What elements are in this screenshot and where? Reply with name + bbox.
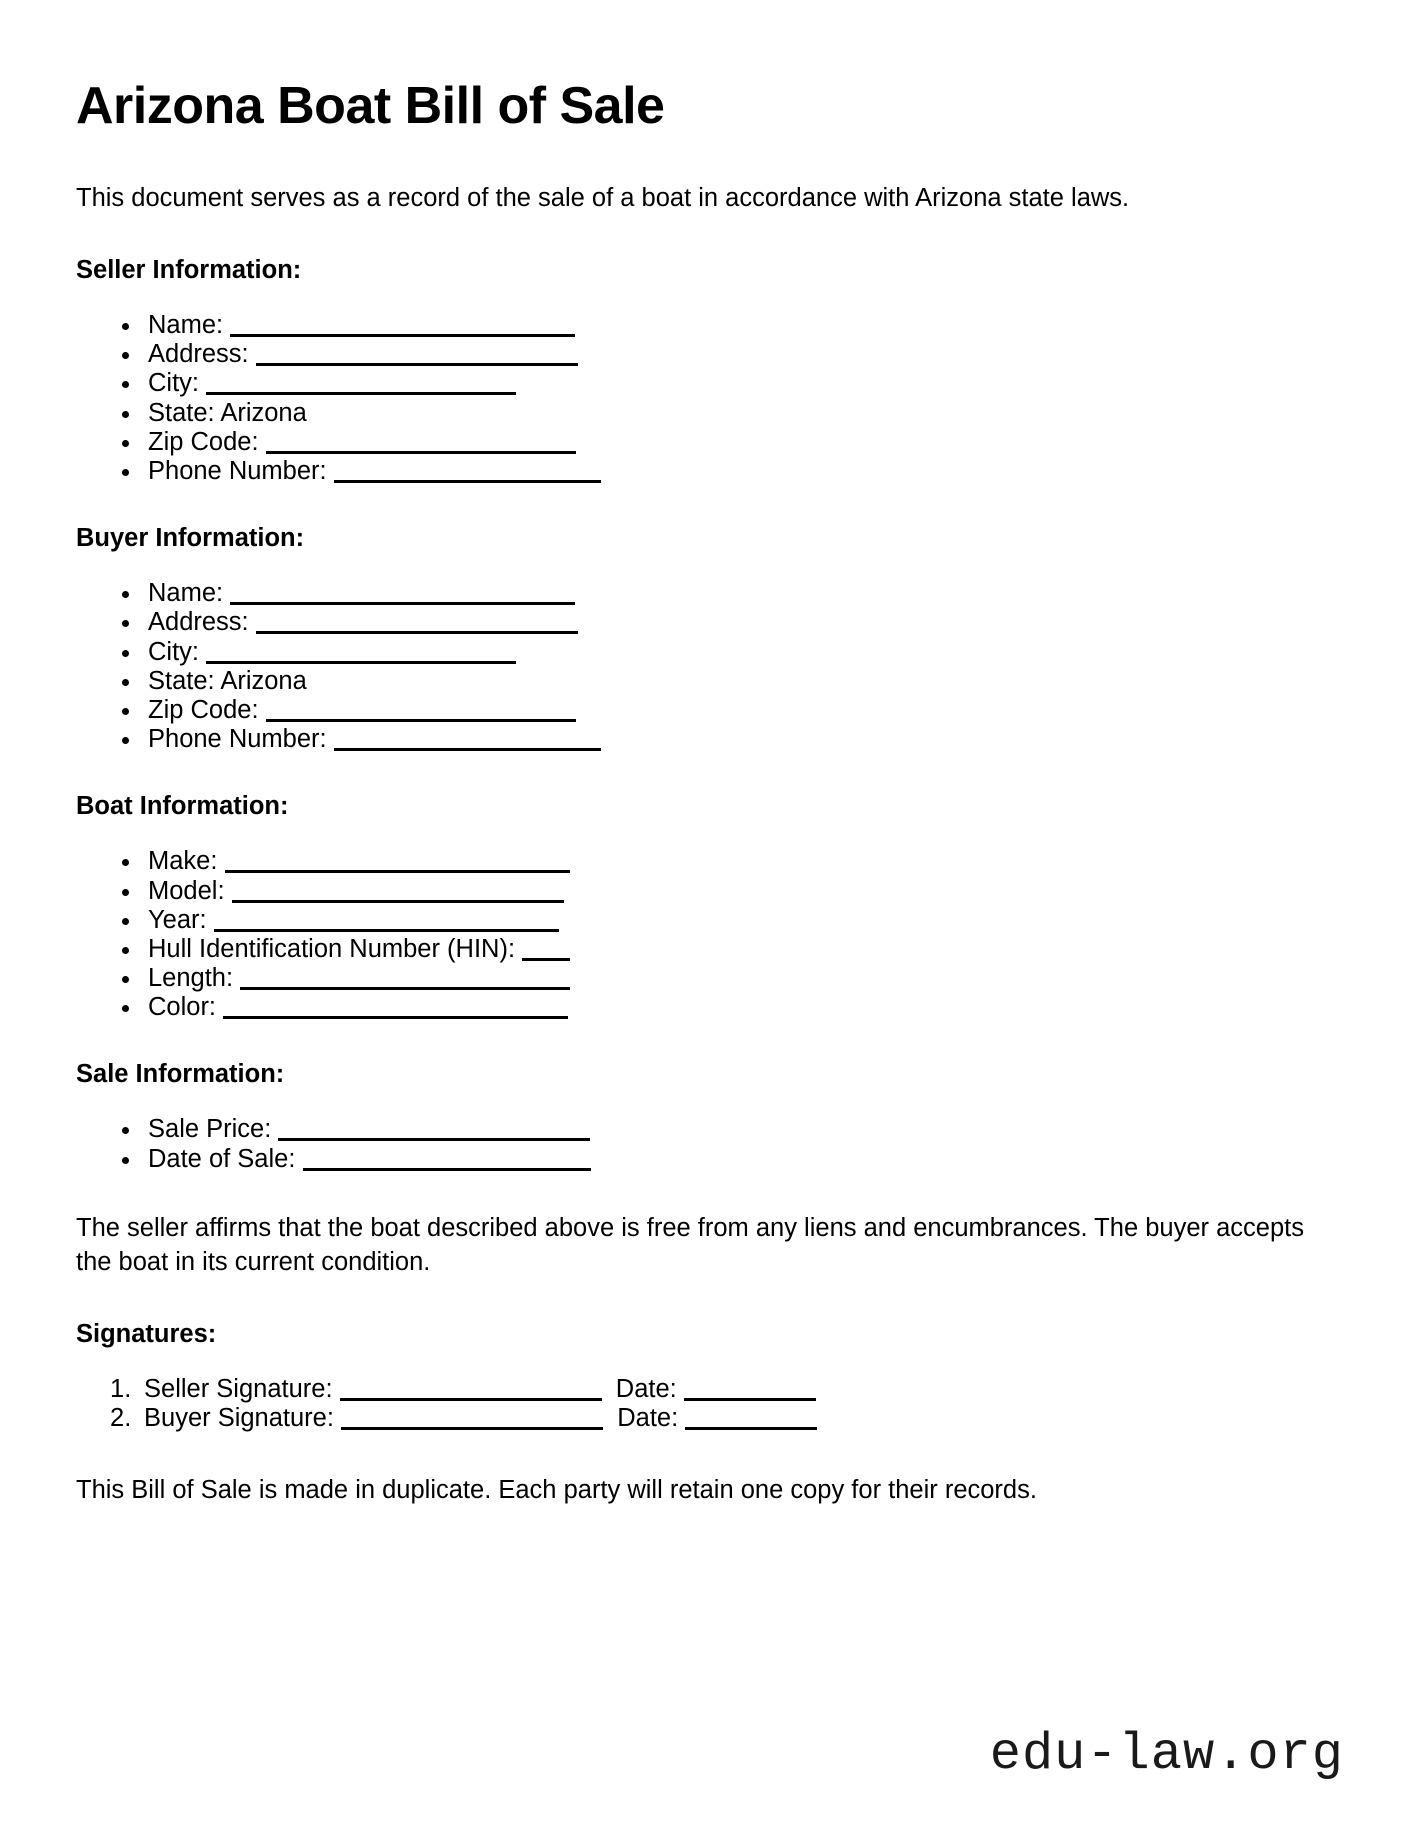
form-field-row — [118, 847, 1340, 876]
form-field-row — [118, 877, 1340, 906]
field-label: Length: — [148, 964, 234, 993]
form-field-row — [118, 906, 1340, 935]
field-blank-line[interactable] — [240, 987, 570, 990]
field-blank-line[interactable] — [232, 900, 564, 903]
form-field-row — [118, 457, 1340, 486]
form-field-row — [118, 428, 1340, 457]
field-label: City: — [148, 369, 199, 398]
form-field-row — [118, 1115, 1340, 1144]
field-label: Phone Number: — [148, 725, 327, 754]
field-blank-line[interactable] — [334, 748, 601, 751]
field-blank-line[interactable] — [214, 929, 559, 932]
form-field-row — [118, 935, 1340, 964]
signature-row — [110, 1375, 1340, 1405]
form-field-row — [118, 993, 1340, 1022]
affirmation-paragraph: The seller affirms that the boat described above is free from any liens and encumbrances. The buyer accepts the boat in its current condition. — [76, 1213, 1304, 1276]
date-label: Date: — [617, 1404, 679, 1433]
seller-fields-list — [76, 311, 1340, 486]
form-field-row — [118, 311, 1340, 340]
field-blank-line[interactable] — [266, 719, 576, 722]
field-blank-line[interactable] — [256, 631, 578, 634]
field-blank-line[interactable] — [522, 958, 570, 961]
field-blank-line[interactable] — [206, 392, 516, 395]
field-label: Zip Code: — [148, 427, 259, 456]
boat-information-heading: Boat Information: — [76, 792, 289, 821]
field-label: Phone Number: — [148, 457, 327, 485]
field-label: Make: — [148, 847, 218, 876]
page-title: Arizona Boat Bill of Sale — [76, 77, 665, 135]
field-blank-line[interactable] — [303, 1168, 591, 1171]
field-blank-line[interactable] — [225, 870, 570, 873]
duplicate-paragraph: This Bill of Sale is made in duplicate. Each party will retain one copy for their records. — [76, 1475, 1037, 1504]
form-field-row — [118, 696, 1340, 725]
field-label: Color: — [148, 993, 217, 1022]
form-field-row — [118, 399, 1340, 428]
buyer-fields-list — [76, 579, 1340, 754]
signatures-list — [76, 1375, 1340, 1434]
field-label: Name: — [148, 579, 224, 608]
field-label: Year: — [148, 905, 207, 934]
form-field-row — [118, 579, 1340, 608]
form-field-row — [118, 1145, 1340, 1174]
sale-fields-list — [76, 1115, 1340, 1173]
sale-information-heading: Sale Information: — [76, 1060, 285, 1089]
field-blank-line[interactable] — [334, 480, 601, 483]
date-blank-line[interactable] — [684, 1398, 816, 1401]
field-value: Arizona — [214, 398, 307, 427]
signature-blank-line[interactable] — [340, 1398, 602, 1401]
field-label: State: — [148, 398, 215, 427]
seller-information-heading: Seller Information: — [76, 256, 302, 285]
field-label: City: — [148, 637, 199, 666]
field-label: Date of Sale: — [148, 1144, 296, 1173]
signature-label: Seller Signature: — [144, 1374, 333, 1403]
field-blank-line[interactable] — [230, 602, 575, 605]
signatures-heading: Signatures: — [76, 1319, 217, 1348]
boat-fields-list — [76, 847, 1340, 1022]
site-watermark: edu-law.org — [989, 1725, 1344, 1784]
field-label: Hull Identification Number (HIN): — [148, 934, 516, 963]
field-label: Name: — [148, 311, 224, 340]
field-label: Address: — [148, 608, 249, 637]
field-blank-line[interactable] — [206, 661, 516, 664]
field-label: Model: — [148, 876, 225, 905]
field-blank-line[interactable] — [256, 363, 578, 366]
signature-label: Buyer Signature: — [144, 1404, 334, 1433]
field-label: Zip Code: — [148, 695, 259, 724]
form-field-row — [118, 964, 1340, 993]
form-field-row — [118, 725, 1340, 754]
field-label: State: — [148, 666, 215, 695]
intro-paragraph: This document serves as a record of the sale of a boat in accordance with Arizona state laws. — [76, 184, 1130, 213]
field-label: Address: — [148, 340, 249, 369]
field-blank-line[interactable] — [266, 451, 576, 454]
field-label: Sale Price: — [148, 1115, 272, 1144]
date-label: Date: — [615, 1374, 677, 1403]
form-field-row — [118, 667, 1340, 696]
form-field-row — [118, 638, 1340, 667]
date-blank-line[interactable] — [685, 1427, 817, 1430]
field-blank-line[interactable] — [223, 1016, 568, 1019]
signature-row — [110, 1404, 1340, 1434]
form-field-row — [118, 608, 1340, 637]
form-field-row — [118, 340, 1340, 369]
field-blank-line[interactable] — [278, 1138, 590, 1141]
field-value: Arizona — [214, 666, 307, 695]
form-field-row — [118, 369, 1340, 398]
field-blank-line[interactable] — [230, 334, 575, 337]
signature-blank-line[interactable] — [341, 1427, 603, 1430]
buyer-information-heading: Buyer Information: — [76, 524, 305, 553]
